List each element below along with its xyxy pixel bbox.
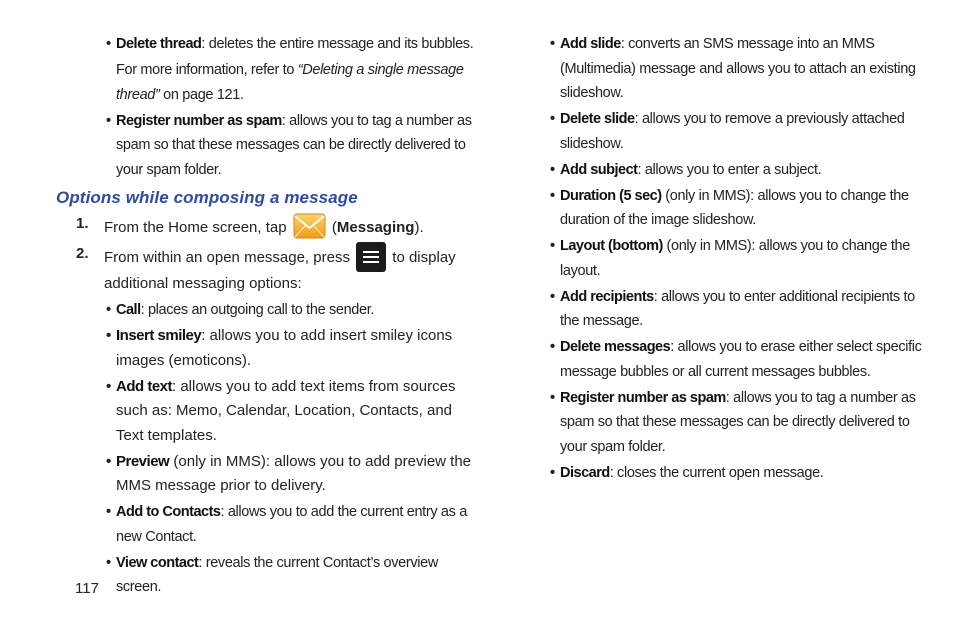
step-1: [56, 212, 476, 240]
step-text-before: From the Home screen, tap: [104, 219, 291, 236]
bullet-duration: [550, 184, 925, 233]
bullet-term: Layout (bottom): [560, 238, 663, 254]
step-2: [56, 242, 476, 296]
step-number: 2.: [76, 245, 89, 262]
step-text-after: ).: [414, 219, 424, 236]
bullet-text: (only in MMS): allows you to change the layout.: [560, 238, 910, 279]
reference-note: [106, 58, 476, 107]
bullet-delete-messages: [550, 335, 925, 384]
bullet-preview: [106, 450, 476, 499]
bullet-text: : converts an SMS message into an MMS (Multimedia) message and allows you to attach an existing slideshow.: [560, 36, 916, 101]
bullet-text: : places an outgoing call to the sender.: [140, 302, 375, 318]
bullet-term: Register number as spam: [560, 389, 726, 406]
bullet-term: Add to Contacts: [116, 504, 221, 520]
right-column: [550, 32, 925, 487]
bullet-layout: [550, 234, 925, 283]
bullet-term: Insert smiley: [116, 327, 202, 344]
note-prefix: For more information, refer to: [116, 62, 298, 78]
bullet-term: Add slide: [560, 36, 621, 52]
bullet-register-spam-right: [550, 386, 925, 460]
bullet-delete-slide: [550, 107, 925, 156]
bullet-term: Delete thread: [116, 36, 202, 52]
bullet-register-spam: [106, 109, 476, 183]
step-term: Messaging: [336, 219, 415, 236]
bullet-term: Call: [116, 302, 141, 318]
bullet-term: Delete messages: [560, 339, 671, 355]
bullet-add-slide: [550, 32, 925, 106]
bullet-term: Delete slide: [560, 111, 635, 127]
step-text-before: From within an open message, press: [104, 249, 355, 266]
bullet-term: Add subject: [560, 161, 638, 178]
note-suffix: on page 121.: [159, 86, 244, 103]
bullet-term: View contact: [116, 554, 199, 571]
bullet-text: (only in MMS): allows you to add preview the MMS message prior to delivery.: [116, 452, 472, 494]
section-heading: Options while composing a message: [56, 188, 358, 207]
bullet-text: : allows you to enter a subject.: [637, 161, 822, 178]
page-number: 117: [75, 580, 99, 597]
bullet-term: Discard: [560, 464, 610, 481]
bullet-discard: [550, 461, 925, 486]
left-column: [56, 32, 476, 601]
bullet-insert-smiley: [106, 324, 476, 373]
bullet-text: : allows you to add insert smiley icons images (emoticons).: [116, 327, 453, 369]
bullet-term: Duration (5 sec): [560, 187, 662, 204]
bullet-term: Add text: [116, 377, 172, 395]
messaging-envelope-icon: [293, 212, 326, 240]
bullet-text: : deletes the entire message and its bubbles.: [201, 36, 474, 52]
bullet-add-subject: [550, 158, 925, 183]
bullet-text: : allows you to tag a number as spam so that these messages can be directly delivered to your spam folder.: [116, 112, 472, 178]
bullet-add-text: [106, 375, 476, 449]
bullet-text: : reveals the current Contact’s overview screen.: [116, 554, 438, 595]
menu-key-icon: [356, 242, 386, 272]
bullet-term: Register number as spam: [116, 112, 282, 129]
bullet-text: : closes the current open message.: [609, 464, 824, 481]
step-text-after: to display additional messaging options:: [104, 249, 456, 292]
bullet-add-to-contacts: [106, 500, 476, 549]
bullet-call: [106, 298, 476, 323]
bullet-text: (only in MMS): allows you to change the duration of the image slideshow.: [560, 187, 909, 228]
note-reference-link[interactable]: “Deleting a single message thread”: [116, 62, 464, 103]
bullet-term: Preview: [116, 452, 170, 470]
bullet-text: : allows you to tag a number as spam so that these messages can be directly delivered to your spam folder.: [560, 389, 916, 455]
bullet-text: : allows you to remove a previously attached slideshow.: [560, 111, 905, 152]
bullet-view-contact: [106, 551, 476, 600]
bullet-text: : allows you to enter additional recipients to the message.: [560, 288, 915, 329]
bullet-text: : allows you to add the current entry as a new Contact.: [116, 504, 467, 545]
bullet-text: : allows you to add text items from sources such as: Memo, Calendar, Location, Contacts, and Text templates.: [116, 377, 456, 444]
step-text-open: (: [327, 219, 337, 236]
bullet-add-recipients: [550, 285, 925, 334]
step-number: 1.: [76, 215, 89, 232]
bullet-term: Add recipients: [560, 288, 654, 305]
bullet-delete-thread: [106, 32, 476, 57]
bullet-text: : allows you to erase either select specific message bubbles or all current messages bubbles.: [560, 339, 922, 380]
